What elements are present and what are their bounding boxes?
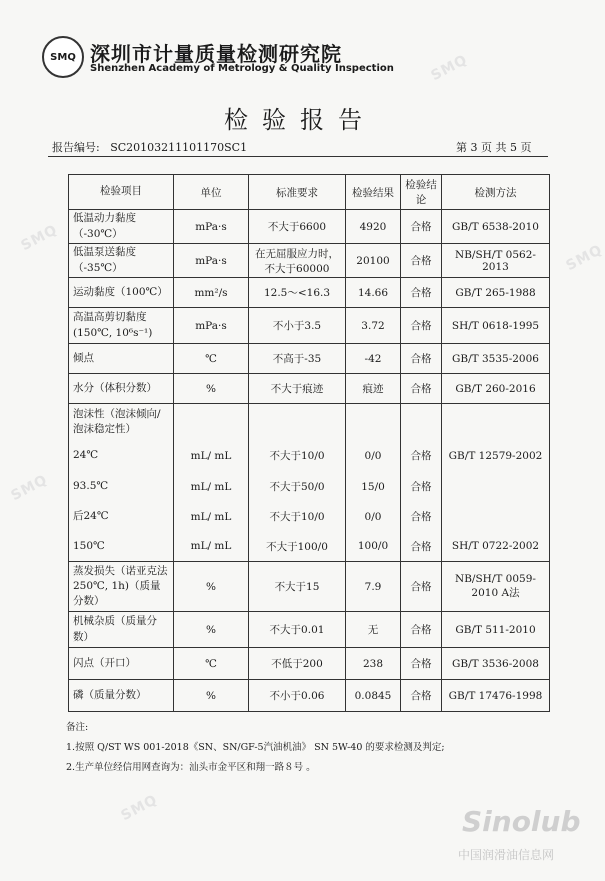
cell-empty [442,404,550,440]
cell-conclusion: 合格 [401,648,442,680]
notes-line: 2.生产单位经信用网查询为：汕头市金平区和翔一路８号 。 [66,762,316,773]
watermark-text: SMQ [18,221,61,255]
watermark-text: SMQ [118,791,161,825]
cell-method [442,472,550,502]
cell-result: 15/0 [346,472,401,502]
watermark-text: SMQ [8,471,51,505]
cell-method: NB/SH/T 0059-2010 A法 [442,562,550,612]
col-header: 检验项目 [69,175,174,210]
cell-item: 24℃ [69,440,174,472]
table-row [69,244,550,278]
table-row [69,308,550,344]
cell-result: 20100 [346,244,401,278]
cell-method: GB/T 260-2016 [442,374,550,404]
cell-conclusion: 合格 [401,210,442,244]
cell-conclusion: 合格 [401,278,442,308]
cell-requirement: 不高于-35 [249,344,346,374]
col-header: 标准要求 [249,175,346,210]
cell-result: 238 [346,648,401,680]
cell-result: 无 [346,612,401,648]
notes-section [66,718,445,778]
cell-requirement: 不大于10/0 [249,440,346,472]
cell-method: GB/T 265-1988 [442,278,550,308]
site-watermark-logo: Sinolub [462,805,581,838]
cell-conclusion: 合格 [401,562,442,612]
cell-item: 磷（质量分数） [69,680,174,712]
cell-requirement: 不大于50/0 [249,472,346,502]
cell-item: 水分（体积分数） [69,374,174,404]
cell-unit: mL/ mL [174,440,249,472]
cell-empty [249,404,346,440]
table-row [69,472,550,502]
cell-unit: mL/ mL [174,472,249,502]
cell-item: 泡沫性（泡沫倾向/泡沫稳定性） [69,404,174,440]
col-header: 检验结论 [401,175,442,210]
cell-requirement: 不低于200 [249,648,346,680]
cell-method [442,502,550,532]
table-row [69,680,550,712]
cell-unit: mm²/s [174,278,249,308]
cell-unit: mPa·s [174,308,249,344]
cell-unit: % [174,374,249,404]
cell-unit: % [174,680,249,712]
cell-method: GB/T 6538-2010 [442,210,550,244]
cell-requirement: 12.5～<16.3 [249,278,346,308]
cell-method: SH/T 0618-1995 [442,308,550,344]
cell-item: 倾点 [69,344,174,374]
cell-item: 机械杂质（质量分数） [69,612,174,648]
cell-conclusion: 合格 [401,532,442,562]
table-row [69,502,550,532]
cell-empty [346,404,401,440]
cell-requirement: 在无屈服应力时，不大于60000 [249,244,346,278]
cell-item: 150℃ [69,532,174,562]
cell-result: -42 [346,344,401,374]
cell-result: 100/0 [346,532,401,562]
page-indicator: 第 3 页 共 5 页 [456,141,532,154]
cell-unit: ℃ [174,344,249,374]
notes-line: 1.按照 Q/ST WS 001-2018《SN、SN/GF-5汽油机油》 SN 5W-40 的要求检测及判定; [66,742,445,753]
cell-requirement: 不大于15 [249,562,346,612]
cell-requirement: 不大于痕迹 [249,374,346,404]
cell-requirement: 不大于0.01 [249,612,346,648]
table-row [69,562,550,612]
cell-item: 后24℃ [69,502,174,532]
cell-item: 低温泵送黏度（-35℃） [69,244,174,278]
cell-method: NB/SH/T 0562-2013 [442,244,550,278]
cell-item: 运动黏度（100℃） [69,278,174,308]
report-number: 报告编号: SC20103211101170SC1 [52,141,248,154]
cell-conclusion: 合格 [401,374,442,404]
cell-unit: mL/ mL [174,532,249,562]
table-row [69,278,550,308]
col-header: 单位 [174,175,249,210]
cell-unit: mPa·s [174,210,249,244]
cell-result: 14.66 [346,278,401,308]
cell-conclusion: 合格 [401,244,442,278]
institute-name-en: Shenzhen Academy of Metrology & Quality Inspection [90,63,394,74]
cell-result: 7.9 [346,562,401,612]
table-row [69,532,550,562]
inspection-table [68,174,550,712]
cell-unit: mPa·s [174,244,249,278]
cell-requirement: 不小于0.06 [249,680,346,712]
cell-unit: ℃ [174,648,249,680]
cell-method: GB/T 3535-2006 [442,344,550,374]
cell-item: 高温高剪切黏度(150℃, 10⁶s⁻¹) [69,308,174,344]
table-row [69,344,550,374]
cell-requirement: 不大于6600 [249,210,346,244]
institute-logo: SMQ [42,36,84,78]
cell-requirement: 不小于3.5 [249,308,346,344]
cell-result: 痕迹 [346,374,401,404]
cell-conclusion: 合格 [401,344,442,374]
watermark-text: SMQ [428,51,471,85]
cell-method: GB/T 17476-1998 [442,680,550,712]
watermark-text: SMQ [563,241,605,275]
col-header: 检测方法 [442,175,550,210]
cell-empty [174,404,249,440]
cell-result: 4920 [346,210,401,244]
cell-conclusion: 合格 [401,440,442,472]
cell-requirement: 不大于10/0 [249,502,346,532]
cell-unit: % [174,562,249,612]
cell-unit: % [174,612,249,648]
cell-conclusion: 合格 [401,502,442,532]
cell-method: GB/T 511-2010 [442,612,550,648]
table-header-row [69,175,550,210]
cell-result: 0/0 [346,440,401,472]
cell-method: GB/T 12579-2002 [442,440,550,472]
table-row [69,404,550,440]
cell-item: 闪点（开口） [69,648,174,680]
cell-result: 3.72 [346,308,401,344]
table-row [69,612,550,648]
cell-conclusion: 合格 [401,308,442,344]
cell-conclusion: 合格 [401,612,442,648]
cell-empty [401,404,442,440]
cell-requirement: 不大于100/0 [249,532,346,562]
cell-conclusion: 合格 [401,472,442,502]
table-row [69,440,550,472]
cell-result: 0/0 [346,502,401,532]
cell-conclusion: 合格 [401,680,442,712]
cell-item: 93.5℃ [69,472,174,502]
cell-result: 0.0845 [346,680,401,712]
cell-item: 蒸发损失（诺亚克法 250℃, 1h)（质量分数） [69,562,174,612]
table-row [69,374,550,404]
header-divider [48,156,548,157]
table-row [69,648,550,680]
notes-title: 备注: [66,722,89,733]
col-header: 检验结果 [346,175,401,210]
cell-unit: mL/ mL [174,502,249,532]
cell-item: 低温动力黏度（-30℃） [69,210,174,244]
institute-name-cn: 深圳市计量质量检测研究院 [90,42,342,66]
site-watermark-name: 中国润滑油信息网 [458,848,555,862]
report-title: 检验报告 [224,106,376,134]
cell-method: SH/T 0722-2002 [442,532,550,562]
table-row [69,210,550,244]
cell-method: GB/T 3536-2008 [442,648,550,680]
